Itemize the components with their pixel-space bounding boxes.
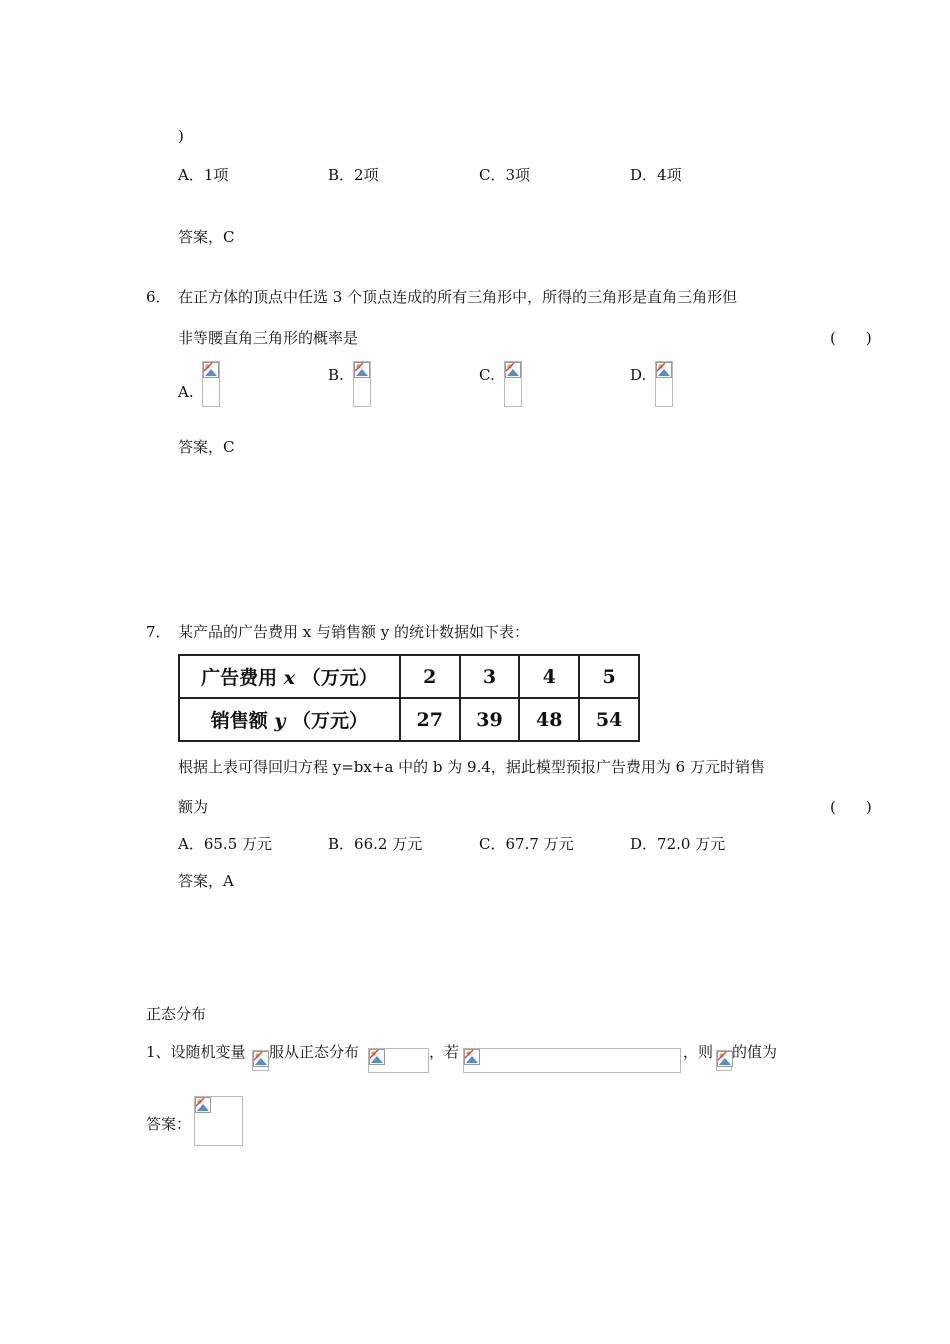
broken-image-icon: [195, 1097, 211, 1113]
row-head-text: 销售额: [210, 710, 268, 732]
q1-text-part3: ，若: [429, 1043, 460, 1061]
q6-answer-paren: ( ): [830, 329, 872, 347]
table-cell: 4: [519, 655, 579, 698]
q6-option-c-image: [504, 361, 522, 407]
q1-answer-label: 答案：: [146, 1115, 192, 1133]
q1-condition-image: [463, 1048, 681, 1073]
table-cell: 54: [579, 698, 639, 741]
q6-option-d-image: [655, 361, 673, 407]
q5-option-c: C．3项: [479, 166, 531, 184]
q1-text-part1: 1、设随机变量: [146, 1043, 246, 1061]
q6-option-b-image: [353, 361, 371, 407]
q7-intro: 某产品的广告费用 x 与销售额 y 的统计数据如下表：: [178, 623, 530, 641]
table-cell: 39: [460, 698, 520, 741]
q5-option-b: B．2项: [328, 166, 379, 184]
q6-answer: 答案，C: [178, 438, 235, 456]
table-row-header: [179, 655, 400, 698]
q6-option-b: B.: [328, 366, 344, 384]
q5-close-paren: ): [178, 127, 184, 145]
q7-option-b: B．66.2 万元: [328, 835, 423, 853]
q1-distribution-image: [368, 1048, 429, 1073]
q1-text-part5: 的值为: [732, 1043, 778, 1061]
table-cell: 27: [400, 698, 460, 741]
q6-number: 6．: [146, 288, 171, 306]
q6-option-c: C.: [479, 366, 495, 384]
q7-option-d: D．72.0 万元: [630, 835, 726, 853]
row-unit: （万元）: [301, 667, 378, 689]
q6-line1: 在正方体的顶点中任选 3 个顶点连成的所有三角形中，所得的三角形是直角三角形但: [178, 288, 738, 306]
q5-answer: 答案，C: [178, 228, 235, 246]
broken-image-icon: [505, 362, 521, 378]
q5-option-d: D．4项: [630, 166, 682, 184]
row-variable: y: [274, 710, 286, 732]
table-cell: 3: [460, 655, 520, 698]
row-unit: （万元）: [292, 710, 369, 732]
q1-text-part2: 服从正态分布: [269, 1043, 360, 1061]
q6-option-d: D.: [630, 366, 647, 384]
q7-number: 7．: [146, 623, 171, 641]
q6-line2: 非等腰直角三角形的概率是: [178, 329, 359, 347]
q7-data-table: [178, 654, 640, 742]
table-row: [179, 698, 639, 741]
q1-variable-image: [252, 1050, 269, 1071]
q1-target-image: [716, 1050, 732, 1071]
q1-answer-image: [194, 1096, 243, 1146]
table-row-header: [179, 698, 400, 741]
q5-option-a: A．1项: [178, 166, 229, 184]
q6-option-a-image: [202, 361, 220, 407]
table-cell: 48: [519, 698, 579, 741]
q7-answer-paren: ( ): [830, 798, 872, 816]
row-variable: x: [283, 667, 296, 689]
table-cell: 5: [579, 655, 639, 698]
q7-option-a: A．65.5 万元: [178, 835, 272, 853]
broken-image-icon: [354, 362, 370, 378]
broken-image-icon: [369, 1049, 385, 1065]
broken-image-icon: [717, 1051, 733, 1067]
row-head-text: 广告费用: [201, 667, 278, 689]
table-cell: 2: [400, 655, 460, 698]
broken-image-icon: [203, 362, 219, 378]
q1-text-part4: ，则: [683, 1043, 714, 1061]
q7-option-c: C．67.7 万元: [479, 835, 574, 853]
broken-image-icon: [464, 1049, 480, 1065]
q7-answer: 答案，A: [178, 872, 234, 890]
broken-image-icon: [656, 362, 672, 378]
section-title: 正态分布: [146, 1005, 207, 1023]
table-row: [179, 655, 639, 698]
q6-option-a: A.: [178, 383, 194, 401]
q7-line2: 额为: [178, 798, 209, 816]
q7-line1: 根据上表可得回归方程 y=bx+a 中的 b 为 9.4，据此模型预报广告费用为 6 万元时销售: [178, 758, 765, 776]
broken-image-icon: [253, 1051, 269, 1067]
